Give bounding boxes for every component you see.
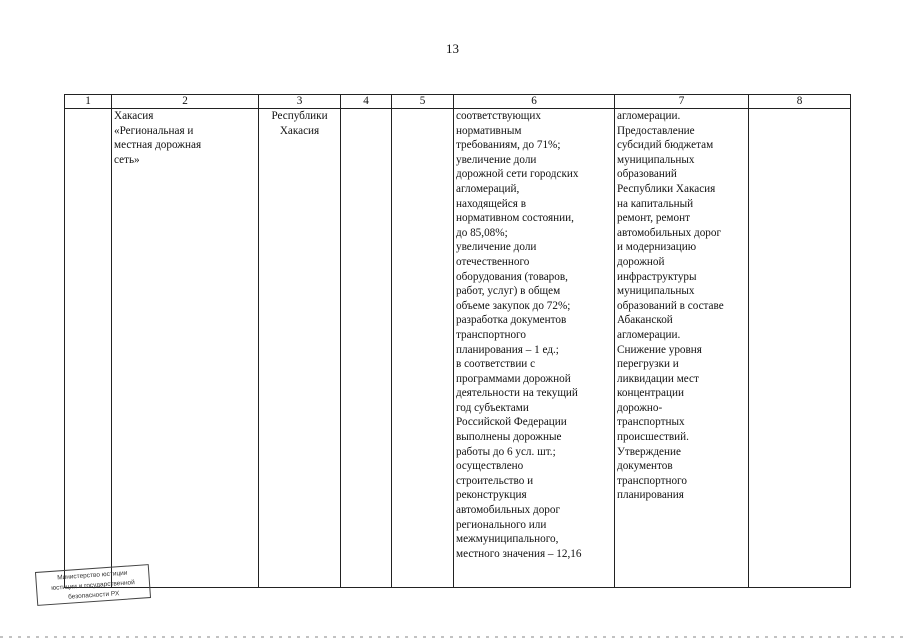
- column-header: 1: [65, 95, 112, 109]
- page-number: 13: [446, 41, 459, 56]
- column-header: 2: [112, 95, 259, 109]
- cell-col8: [749, 109, 851, 588]
- column-header: 5: [392, 95, 454, 109]
- cell-col4: [341, 109, 392, 588]
- cell-responsible: Республики Хакасия: [259, 109, 341, 588]
- column-header: 6: [454, 95, 615, 109]
- column-header: 3: [259, 95, 341, 109]
- cell-project-name: Хакасия «Региональная и местная дорожная сеть»: [112, 109, 259, 588]
- document-table: [64, 94, 851, 588]
- cell-indicators: соответствующих нормативным требованиям, до 71%; увеличение доли дорожной сети городских агломераций, находящейся в нормативном состоянии, до 85,08%; увеличение доли отечественного оборудования (товаров, работ, услуг) в общем объеме закупок до 72%; разработка документов транспортного планирования – 1 ед.; в соответствии с программами дорожной деятельности на текущий год субъектами Российской Федерации выполнены дорожные работы до 6 усл. шт.; осуществлено строительство и реконструкция автомобильных дорог регионального или межмуниципального, местного значения – 12,16: [454, 109, 615, 588]
- column-header: 4: [341, 95, 392, 109]
- cell-col5: [392, 109, 454, 588]
- scan-artifact-line: [0, 636, 905, 638]
- header-row: [65, 95, 851, 109]
- registration-stamp: [35, 564, 151, 606]
- stamp-line: юстиции и государственной: [51, 579, 136, 592]
- stamp-line: Министерство юстиции: [56, 569, 128, 582]
- table-row: [65, 109, 851, 588]
- cell-number: [65, 109, 112, 588]
- cell-description: агломерации. Предоставление субсидий бюджетам муниципальных образований Республики Хакасия на капитальный ремонт, ремонт автомобильных дорог и модернизацию дорожной инфраструктуры муниципальных образований в составе Абаканской агломерации. Снижение уровня перегрузки и ликвидации мест концентрации дорожно- транспортных происшествий. Утверждение документов транспортного планирования: [615, 109, 749, 588]
- column-header: 7: [615, 95, 749, 109]
- stamp-line: безопасности РХ: [67, 590, 120, 601]
- column-header: 8: [749, 95, 851, 109]
